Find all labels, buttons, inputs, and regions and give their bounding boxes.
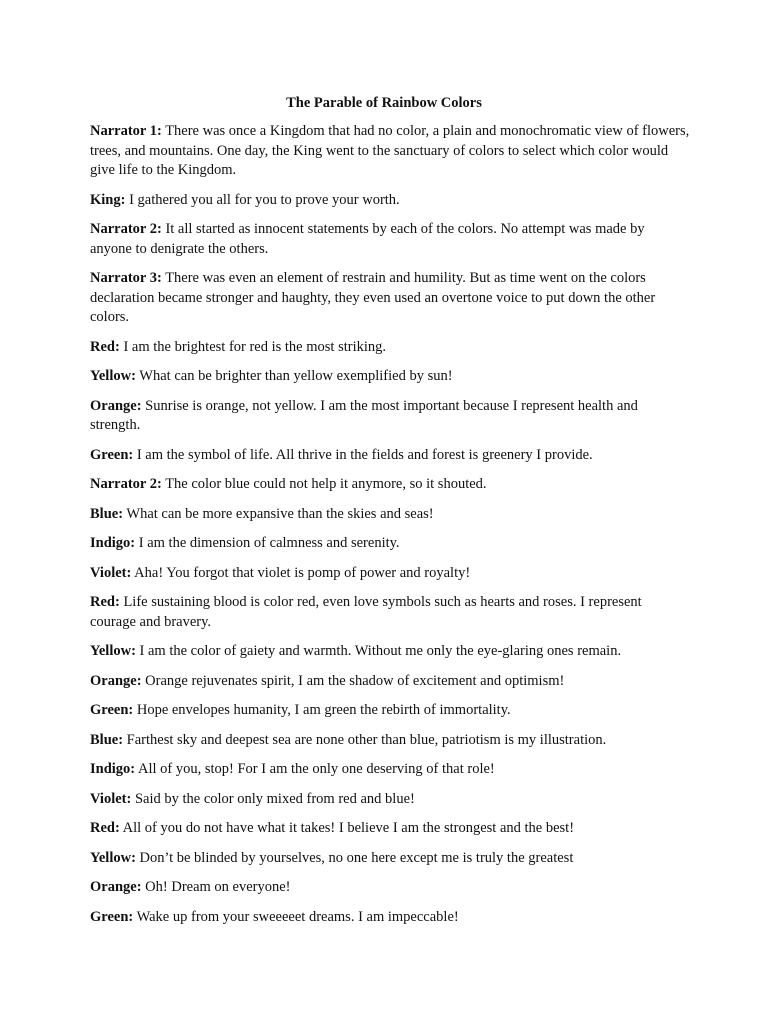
dialogue-paragraph — [90, 819, 690, 839]
dialogue-text: Aha! You forgot that violet is pomp of power and royalty! — [134, 564, 471, 581]
dialogue-paragraph — [90, 446, 690, 466]
speaker-label: Narrator 1: — [90, 123, 162, 139]
speaker-label: Red: — [90, 594, 120, 610]
dialogue-text: What can be brighter than yellow exemplified by sun! — [139, 368, 453, 384]
dialogue-paragraph — [90, 849, 690, 869]
speaker-label: Blue: — [90, 731, 124, 748]
speaker-label: Green: — [90, 702, 134, 718]
speaker-label: Narrator 3: — [90, 270, 162, 286]
speaker-label: Narrator 2: — [90, 476, 162, 492]
speaker-label: Yellow: — [90, 643, 136, 659]
dialogue-text: All of you, stop! For I am the only one deserving of that role! — [137, 761, 495, 777]
dialogue-paragraph — [90, 908, 690, 928]
dialogue-paragraph — [90, 367, 690, 387]
dialogue-text: The color blue could not help it anymore, so it shouted. — [165, 476, 487, 492]
dialogue-paragraph — [90, 397, 690, 436]
document-title: The Parable of Rainbow Colors — [286, 95, 482, 111]
dialogue-paragraph — [90, 642, 690, 662]
dialogue-text: It all started as innocent statements by each of the colors. No attempt was made by anyone to denigrate the others. — [90, 221, 645, 257]
speaker-label: Violet: — [90, 564, 132, 581]
speaker-label: Indigo: — [90, 535, 136, 551]
dialogue-paragraph — [90, 338, 690, 358]
dialogue-paragraph — [90, 505, 690, 525]
dialogue-text: Life sustaining blood is color red, even love symbols such as hearts and roses. I represent courage and bravery. — [90, 594, 642, 630]
speaker-label: Red: — [90, 820, 120, 836]
speaker-label: Red: — [90, 338, 120, 355]
speaker-label: Green: — [90, 446, 134, 463]
dialogue-paragraph — [90, 672, 690, 692]
dialogue-text: There was once a Kingdom that had no color, a plain and monochromatic view of flowers, trees, and mountains. One day, the King went to the sanctuary of colors to select which color would give life to the Kingdom. — [90, 123, 690, 178]
speaker-label: Narrator 2: — [90, 221, 162, 237]
speaker-label: King: — [90, 191, 126, 208]
speaker-label: Orange: — [90, 879, 142, 895]
dialogue-paragraph — [90, 760, 690, 780]
speaker-label: Yellow: — [90, 368, 136, 384]
dialogue-paragraph — [90, 475, 690, 495]
speaker-label: Indigo: — [90, 761, 136, 777]
speaker-label: Yellow: — [90, 849, 136, 866]
dialogue-paragraph — [90, 269, 690, 328]
dialogue-paragraph — [90, 220, 690, 259]
dialogue-text: Sunrise is orange, not yellow. I am the most important because I represent health and strength. — [90, 397, 638, 433]
dialogue-text: Don’t be blinded by yourselves, no one here except me is truly the greatest — [139, 849, 574, 866]
dialogue-text: Wake up from your sweeeeet dreams. I am impeccable! — [136, 908, 459, 925]
dialogue-text: I am the symbol of life. All thrive in the fields and forest is greenery I provide. — [136, 446, 593, 463]
dialogue-text: Said by the color only mixed from red and blue! — [134, 790, 415, 807]
dialogue-paragraph — [90, 564, 690, 584]
dialogue-text: Orange rejuvenates spirit, I am the shadow of excitement and optimism! — [145, 672, 565, 689]
speaker-label: Blue: — [90, 505, 124, 522]
speaker-label: Orange: — [90, 397, 142, 414]
dialogue-paragraph — [90, 790, 690, 810]
dialogue-text: I am the brightest for red is the most striking. — [123, 338, 387, 355]
dialogue-paragraph — [90, 878, 690, 898]
dialogue-text: Oh! Dream on everyone! — [145, 879, 291, 895]
dialogue-paragraph — [90, 731, 690, 751]
dialogue-paragraph — [90, 534, 690, 554]
speaker-label: Orange: — [90, 672, 142, 689]
speaker-label: Green: — [90, 908, 134, 925]
dialogue-paragraph — [90, 191, 690, 211]
dialogue-paragraph — [90, 122, 690, 181]
dialogue-text: All of you do not have what it takes! I believe I am the strongest and the best! — [122, 820, 575, 836]
dialogue-text: I am the dimension of calmness and serenity. — [138, 535, 400, 551]
dialogue-text: I am the color of gaiety and warmth. Without me only the eye-glaring ones remain. — [139, 643, 622, 659]
dialogue-text: What can be more expansive than the skies and seas! — [126, 505, 434, 522]
dialogue-paragraph — [90, 701, 690, 721]
document-body — [90, 122, 690, 937]
dialogue-text: I gathered you all for you to prove your worth. — [129, 191, 400, 208]
dialogue-paragraph — [90, 593, 690, 632]
dialogue-text: Farthest sky and deepest sea are none other than blue, patriotism is my illustration. — [126, 731, 607, 748]
dialogue-text: There was even an element of restrain and humility. But as time went on the colors declaration became stronger and haughty, they even used an overtone voice to put down the other colors. — [90, 270, 656, 325]
dialogue-text: Hope envelopes humanity, I am green the rebirth of immortality. — [136, 702, 511, 718]
speaker-label: Violet: — [90, 790, 132, 807]
